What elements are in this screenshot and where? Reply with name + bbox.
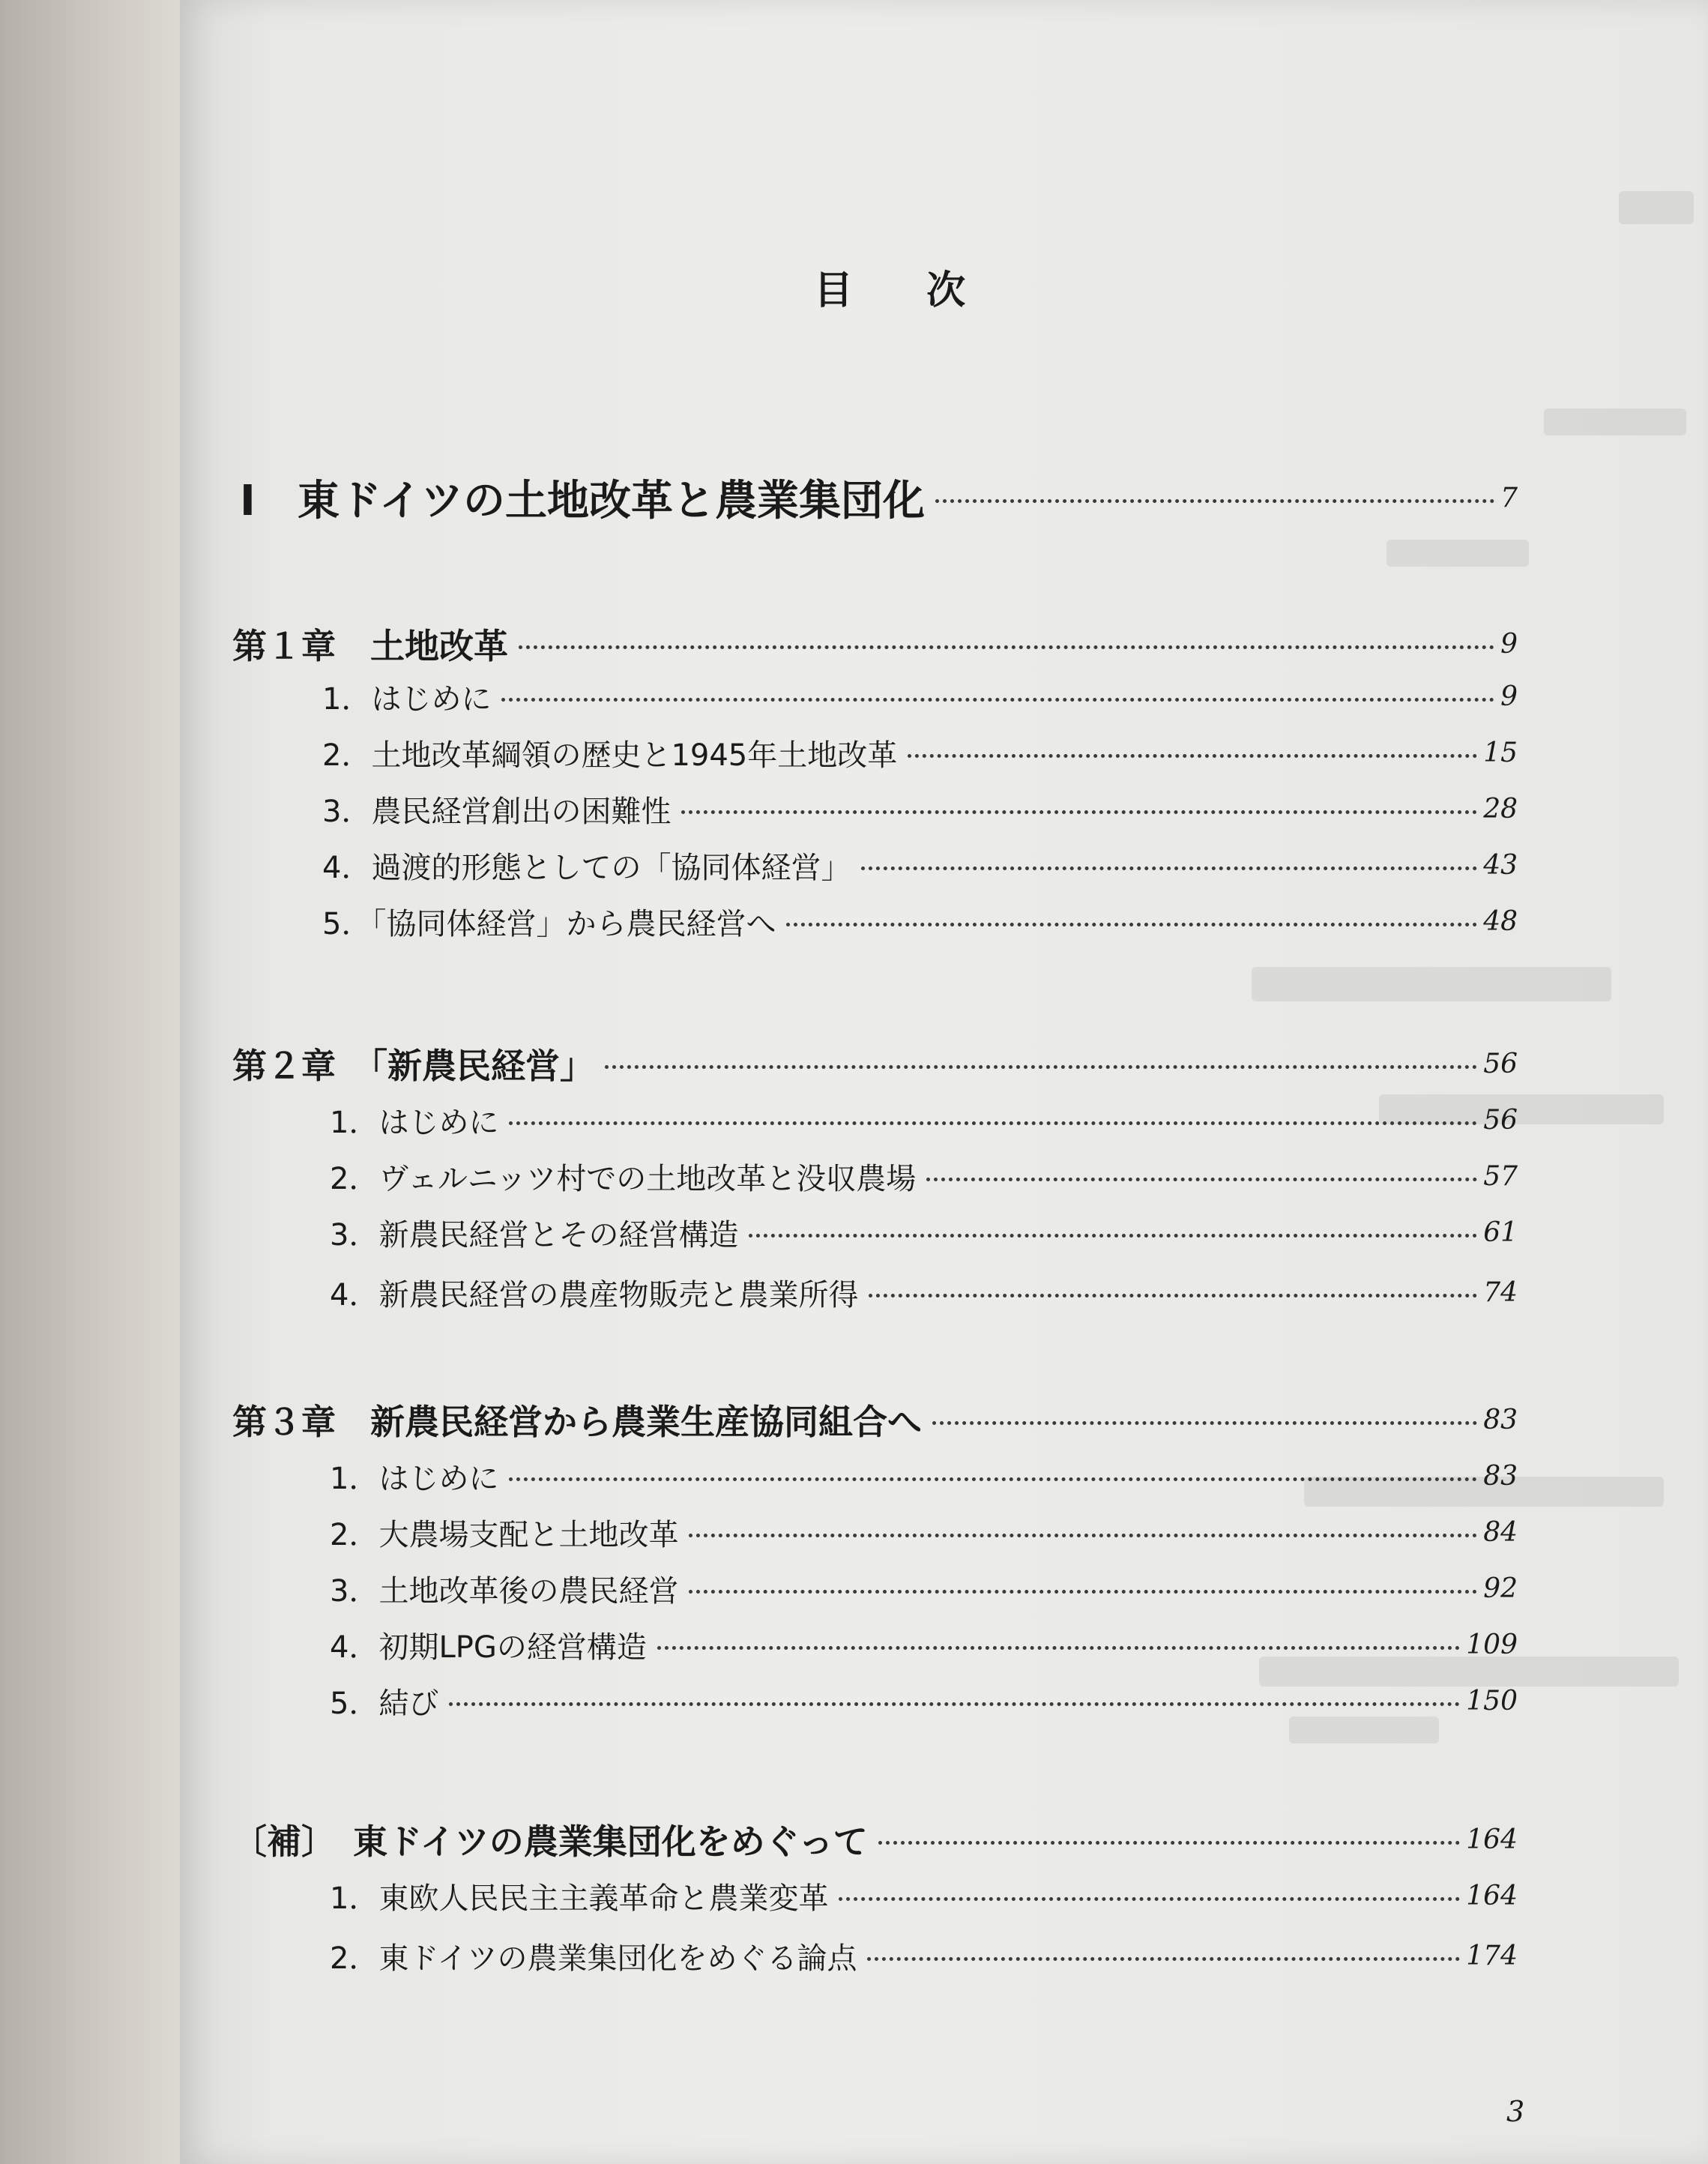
toc-entry-sec bbox=[330, 1267, 1518, 1318]
toc-entry-chap bbox=[232, 1038, 1518, 1089]
toc-entry-label: 〔補〕 東ドイツの農業集団化をめぐって bbox=[232, 1821, 868, 1862]
bleed-through-text bbox=[1386, 540, 1529, 567]
toc-entry-label: 3．新農民経営とその経営構造 bbox=[330, 1217, 739, 1253]
toc-entry-chap bbox=[232, 1814, 1518, 1865]
toc-entry-chap bbox=[232, 618, 1518, 669]
dot-leader bbox=[449, 1702, 1460, 1706]
toc-entry-sec bbox=[330, 1619, 1518, 1670]
toc-entry-sec bbox=[330, 1151, 1518, 1202]
toc-entry-page: 164 bbox=[1466, 1880, 1518, 1911]
toc-entry-label: 4．過渡的形態としての「協同体経営」 bbox=[322, 850, 851, 885]
page-title: 目 次 bbox=[814, 268, 996, 313]
toc-entry-label: 2．大農場支配と土地改革 bbox=[330, 1517, 679, 1552]
toc-entry-page: 150 bbox=[1466, 1685, 1518, 1717]
toc-entry-sec bbox=[330, 1207, 1518, 1258]
toc-entry-sec bbox=[322, 783, 1518, 834]
dot-leader bbox=[509, 1477, 1477, 1481]
toc-entry-chap bbox=[232, 1394, 1518, 1445]
toc-entry-sec bbox=[330, 1870, 1518, 1921]
toc-entry-page: 109 bbox=[1466, 1629, 1518, 1660]
book-spine-shadow bbox=[0, 0, 180, 2164]
toc-entry-page: 83 bbox=[1483, 1460, 1518, 1492]
toc-entry-label: Ⅰ 東ドイツの土地改革と農業集団化 bbox=[240, 477, 926, 525]
toc-entry-sec bbox=[322, 840, 1518, 890]
dot-leader bbox=[657, 1646, 1460, 1650]
toc-entry-label: 第１章 土地改革 bbox=[232, 626, 508, 666]
toc-entry-sec bbox=[330, 1675, 1518, 1726]
toc-entry-sec bbox=[330, 1563, 1518, 1614]
bleed-through-text bbox=[1619, 191, 1694, 224]
dot-leader bbox=[867, 1957, 1460, 1961]
toc-entry-page: 9 bbox=[1500, 681, 1518, 712]
toc-entry-sec bbox=[322, 727, 1518, 778]
toc-entry-label: 3．農民経営創出の困難性 bbox=[322, 794, 672, 829]
dot-leader bbox=[605, 1065, 1477, 1069]
toc-entry-page: 92 bbox=[1483, 1573, 1518, 1604]
toc-entry-page: 84 bbox=[1483, 1516, 1518, 1548]
toc-entry-page: 7 bbox=[1500, 482, 1518, 513]
toc-entry-sec bbox=[330, 1930, 1518, 1981]
dot-leader bbox=[861, 866, 1477, 870]
toc-entry-page: 74 bbox=[1483, 1277, 1518, 1308]
dot-leader bbox=[839, 1897, 1460, 1901]
toc-entry-page: 9 bbox=[1500, 628, 1518, 660]
toc-entry-sec bbox=[322, 671, 1518, 722]
dot-leader bbox=[926, 1178, 1477, 1181]
toc-entry-label: 2．東ドイツの農業集団化をめぐる論点 bbox=[330, 1941, 857, 1976]
toc-entry-label: 1．はじめに bbox=[330, 1461, 499, 1496]
toc-entry-page: 83 bbox=[1483, 1404, 1518, 1435]
dot-leader bbox=[501, 698, 1494, 702]
toc-entry-label: 1．東欧人民民主主義革命と農業変革 bbox=[330, 1881, 829, 1916]
toc-entry-label: 3．土地改革後の農民経営 bbox=[330, 1573, 679, 1609]
toc-entry-label: 2．ヴェルニッツ村での土地改革と没収農場 bbox=[330, 1161, 917, 1196]
toc-entry-sec bbox=[322, 896, 1518, 947]
toc-entry-label: 4．新農民経営の農産物販売と農業所得 bbox=[330, 1277, 859, 1312]
toc-entry-label: 1．はじめに bbox=[330, 1105, 499, 1140]
toc-entry-page: 56 bbox=[1483, 1104, 1518, 1136]
toc-entry-page: 164 bbox=[1466, 1824, 1518, 1855]
toc-entry-label: 第３章 新農民経営から農業生産協同組合へ bbox=[232, 1402, 922, 1442]
toc-entry-sec bbox=[330, 1450, 1518, 1501]
toc-entry-page: 48 bbox=[1483, 905, 1518, 937]
dot-leader bbox=[869, 1294, 1477, 1298]
toc-entry-label: 5．「協同体経営」から農民経営へ bbox=[322, 906, 776, 941]
toc-entry-label: 第２章 「新農民経営」 bbox=[232, 1046, 594, 1086]
bleed-through-text bbox=[1544, 409, 1686, 435]
page-number: 3 bbox=[1506, 2095, 1525, 2128]
toc-entry-label: 2．土地改革綱領の歴史と1945年土地改革 bbox=[322, 738, 898, 773]
dot-leader bbox=[932, 1421, 1477, 1425]
toc-entry-part bbox=[240, 472, 1518, 523]
toc-entry-sec bbox=[330, 1507, 1518, 1558]
toc-entry-page: 15 bbox=[1483, 737, 1518, 768]
dot-leader bbox=[509, 1121, 1477, 1125]
toc-entry-page: 28 bbox=[1483, 793, 1518, 825]
dot-leader bbox=[786, 923, 1477, 926]
dot-leader bbox=[681, 810, 1477, 814]
toc-entry-page: 57 bbox=[1483, 1160, 1518, 1192]
toc-entry-label: 1．はじめに bbox=[322, 681, 492, 717]
dot-leader bbox=[908, 754, 1477, 758]
toc-entry-label: 5．結び bbox=[330, 1686, 439, 1721]
dot-leader bbox=[749, 1234, 1477, 1238]
toc-entry-page: 43 bbox=[1483, 849, 1518, 881]
toc-entry-page: 174 bbox=[1466, 1940, 1518, 1971]
toc-entry-label: 4．初期LPGの経営構造 bbox=[330, 1630, 647, 1665]
toc-entry-sec bbox=[330, 1094, 1518, 1145]
dot-leader bbox=[935, 499, 1494, 503]
dot-leader bbox=[689, 1534, 1477, 1537]
toc-entry-page: 61 bbox=[1483, 1217, 1518, 1248]
bleed-through-text bbox=[1252, 967, 1611, 1001]
dot-leader bbox=[519, 645, 1494, 649]
dot-leader bbox=[878, 1841, 1461, 1845]
dot-leader bbox=[689, 1590, 1477, 1594]
toc-entry-page: 56 bbox=[1483, 1048, 1518, 1079]
